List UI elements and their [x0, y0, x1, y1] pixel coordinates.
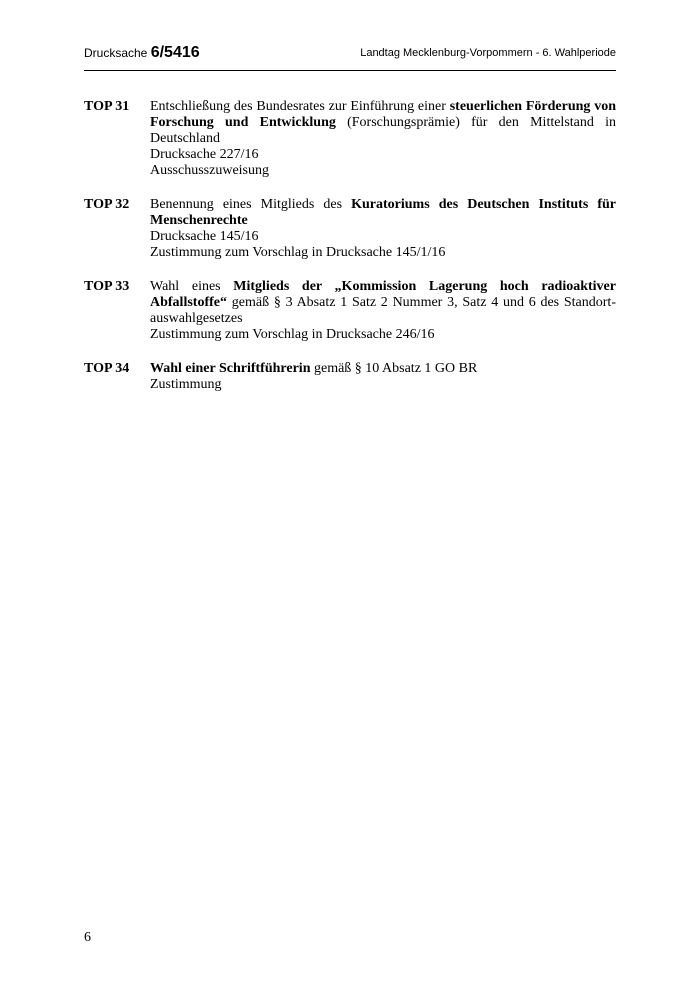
parliament-name: Landtag Mecklenburg-Vorpommern - 6. Wahlperiode — [360, 47, 616, 59]
page-header — [84, 40, 616, 71]
doc-prefix: Drucksache — [84, 46, 151, 60]
desc-bold-text: Kuratoriums des Deutschen Instituts für Menschenrechte — [150, 197, 616, 228]
document-number-label — [84, 44, 200, 62]
agenda-item-description — [150, 197, 616, 229]
desc-text: gemäß § 10 Absatz 1 GO BR — [310, 361, 478, 376]
desc-bold-text: Mitglieds der „Kommission Lagerung hoch radioaktiver Abfallstoffe“ — [150, 279, 616, 310]
desc-text: gemäß § 3 Absatz 1 Satz 2 Nummer 3, Satz 4 und 6 des Standort-auswahlgesetzes — [150, 295, 616, 326]
doc-number: 6/5416 — [150, 44, 200, 61]
agenda-item-action: Zustimmung — [150, 377, 222, 392]
agenda-item-label: TOP 32 — [84, 197, 130, 212]
agenda-item-reference: Drucksache 145/16 — [150, 229, 259, 244]
agenda-item-action: Zustimmung zum Vorschlag in Drucksache 145/1/16 — [150, 245, 446, 260]
agenda-item-top-31 — [84, 99, 616, 179]
agenda-item-top-32 — [84, 197, 616, 261]
agenda-item-description — [150, 279, 616, 327]
desc-bold-text: Wahl einer Schriftführerin — [150, 361, 311, 376]
desc-text: Benennung eines Mitglieds des — [150, 197, 352, 212]
desc-text: Wahl eines — [150, 279, 234, 294]
agenda-list — [84, 99, 616, 411]
agenda-item-label: TOP 34 — [84, 361, 130, 376]
agenda-item-description — [150, 361, 616, 377]
agenda-item-body — [150, 99, 616, 179]
agenda-item-body — [150, 197, 616, 261]
agenda-item-body — [150, 361, 616, 393]
agenda-item-label: TOP 33 — [84, 279, 130, 294]
agenda-item-action: Ausschusszuweisung — [150, 163, 269, 178]
agenda-item-reference: Drucksache 227/16 — [150, 147, 259, 162]
agenda-item-action: Zustimmung zum Vorschlag in Drucksache 246/16 — [150, 327, 435, 342]
agenda-item-top-33 — [84, 279, 616, 343]
agenda-item-body — [150, 279, 616, 343]
agenda-item-label: TOP 31 — [84, 99, 130, 114]
agenda-item-top-34 — [84, 361, 616, 393]
desc-text: Entschließung des Bundesrates zur Einführung einer — [150, 99, 450, 114]
desc-bold-text: steuerlichen Förderung von Forschung und Entwicklung — [150, 99, 617, 130]
page-number: 6 — [84, 930, 91, 945]
desc-text: (Forschungsprämie) für den Mittelstand in Deutschland — [150, 115, 616, 146]
agenda-item-description — [150, 99, 616, 147]
